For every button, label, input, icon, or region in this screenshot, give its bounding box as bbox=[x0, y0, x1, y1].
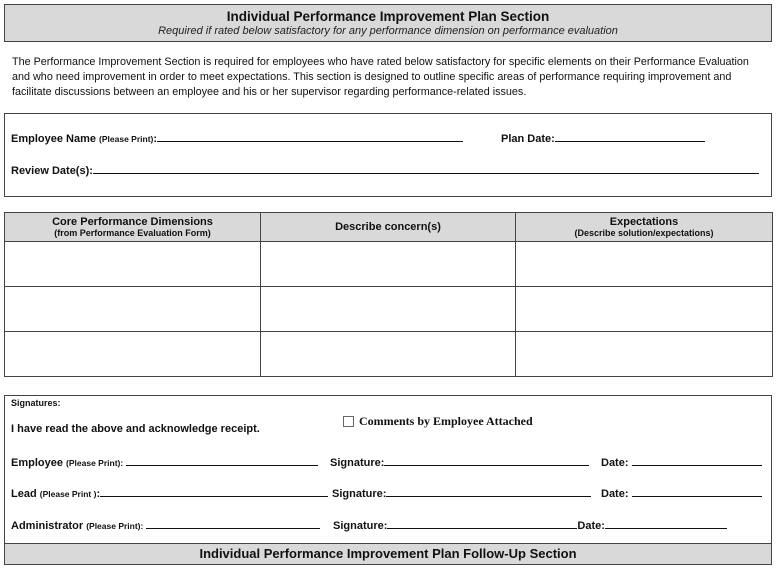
signature-label: Signature: bbox=[333, 520, 388, 532]
please-print-note: (Please Print) bbox=[99, 134, 154, 144]
lead-date-field[interactable] bbox=[632, 485, 762, 497]
date-label: Date: bbox=[577, 520, 605, 532]
expectations-subtitle: (Describe solution/expectations) bbox=[574, 228, 714, 238]
table-header-row bbox=[5, 213, 773, 242]
core-dimensions-header bbox=[5, 213, 261, 242]
section-subtitle: Required if rated below satisfactory for any performance dimension on performance evaluation bbox=[158, 25, 618, 37]
signature-label: Signature: bbox=[330, 457, 385, 469]
employee-print-note: (Please Print): bbox=[66, 458, 124, 468]
acknowledge-text: I have read the above and acknowledge receipt. bbox=[11, 423, 260, 435]
core-dimensions-subtitle: (from Performance Evaluation Form) bbox=[54, 228, 211, 238]
employee-name-row bbox=[11, 130, 463, 145]
concern-cell[interactable] bbox=[261, 332, 516, 377]
intro-paragraph: The Performance Improvement Section is required for employees who have rated below satisfactory for specific elements on their Performance Evaluation and who need improvement in order to meet expectations. This section is designed to outline specific areas of performance requiring improvement and facilitate discussions between an employee and his or her supervisor regarding performance-related issues. bbox=[12, 56, 749, 98]
plan-date-row bbox=[501, 130, 705, 145]
admin-name-field[interactable] bbox=[146, 517, 320, 529]
dimension-cell[interactable] bbox=[5, 287, 261, 332]
employee-info-box bbox=[4, 113, 772, 197]
employee-date-field[interactable] bbox=[632, 454, 762, 466]
date-label: Date: bbox=[601, 457, 629, 469]
core-performance-table bbox=[4, 212, 773, 377]
table-row bbox=[5, 287, 773, 332]
expectations-title: Expectations bbox=[609, 216, 679, 228]
table-row bbox=[5, 332, 773, 377]
admin-signature-row bbox=[11, 517, 320, 532]
employee-signature-row bbox=[11, 454, 318, 469]
comments-attached-label: Comments by Employee Attached bbox=[359, 414, 533, 428]
signatures-label: Signatures: bbox=[11, 398, 61, 408]
lead-colon: : bbox=[96, 488, 101, 500]
section-title: Individual Performance Improvement Plan Section bbox=[226, 9, 550, 24]
followup-section-header: Individual Performance Improvement Plan Follow-Up Section bbox=[5, 543, 771, 564]
comments-checkbox[interactable] bbox=[343, 416, 354, 427]
lead-date-block bbox=[601, 485, 762, 500]
employee-signature-block bbox=[330, 454, 589, 469]
core-dimensions-title: Core Performance Dimensions bbox=[52, 216, 213, 228]
admin-signature-field[interactable] bbox=[387, 517, 577, 529]
employee-name-label: Employee Name bbox=[11, 133, 96, 145]
employee-date-block bbox=[601, 454, 762, 469]
admin-print-note: (Please Print): bbox=[86, 521, 144, 531]
lead-signature-row bbox=[11, 485, 328, 500]
expectations-header bbox=[516, 213, 773, 242]
employee-name-field[interactable] bbox=[157, 130, 463, 142]
dimension-cell[interactable] bbox=[5, 242, 261, 287]
lead-label: Lead bbox=[11, 488, 37, 500]
dimension-cell[interactable] bbox=[5, 332, 261, 377]
employee-label: Employee bbox=[11, 457, 63, 469]
review-dates-row bbox=[11, 162, 759, 177]
expectation-cell[interactable] bbox=[516, 242, 773, 287]
concern-cell[interactable] bbox=[261, 287, 516, 332]
review-dates-field[interactable] bbox=[93, 162, 759, 174]
plan-date-field[interactable] bbox=[555, 130, 705, 142]
lead-name-field[interactable] bbox=[100, 485, 328, 497]
concern-cell[interactable] bbox=[261, 242, 516, 287]
date-label: Date: bbox=[601, 488, 629, 500]
signature-label: Signature: bbox=[332, 488, 387, 500]
lead-signature-field[interactable] bbox=[386, 485, 591, 497]
expectation-cell[interactable] bbox=[516, 332, 773, 377]
plan-date-label: Plan Date: bbox=[501, 133, 555, 145]
concerns-header: Describe concern(s) bbox=[261, 213, 516, 242]
lead-print-note: (Please Print ) bbox=[39, 489, 97, 499]
signatures-box bbox=[4, 395, 772, 565]
review-dates-label: Review Date(s): bbox=[11, 165, 93, 177]
admin-date-field[interactable] bbox=[605, 517, 727, 529]
lead-signature-block bbox=[332, 485, 591, 500]
admin-label: Administrator bbox=[11, 520, 84, 532]
expectation-cell[interactable] bbox=[516, 287, 773, 332]
comments-attached-option[interactable] bbox=[343, 414, 533, 429]
employee-name-sign-field[interactable] bbox=[126, 454, 318, 466]
section-header bbox=[4, 4, 772, 42]
employee-signature-field[interactable] bbox=[384, 454, 589, 466]
table-row bbox=[5, 242, 773, 287]
admin-signature-block bbox=[333, 517, 727, 532]
employee-name-colon: : bbox=[153, 133, 158, 145]
